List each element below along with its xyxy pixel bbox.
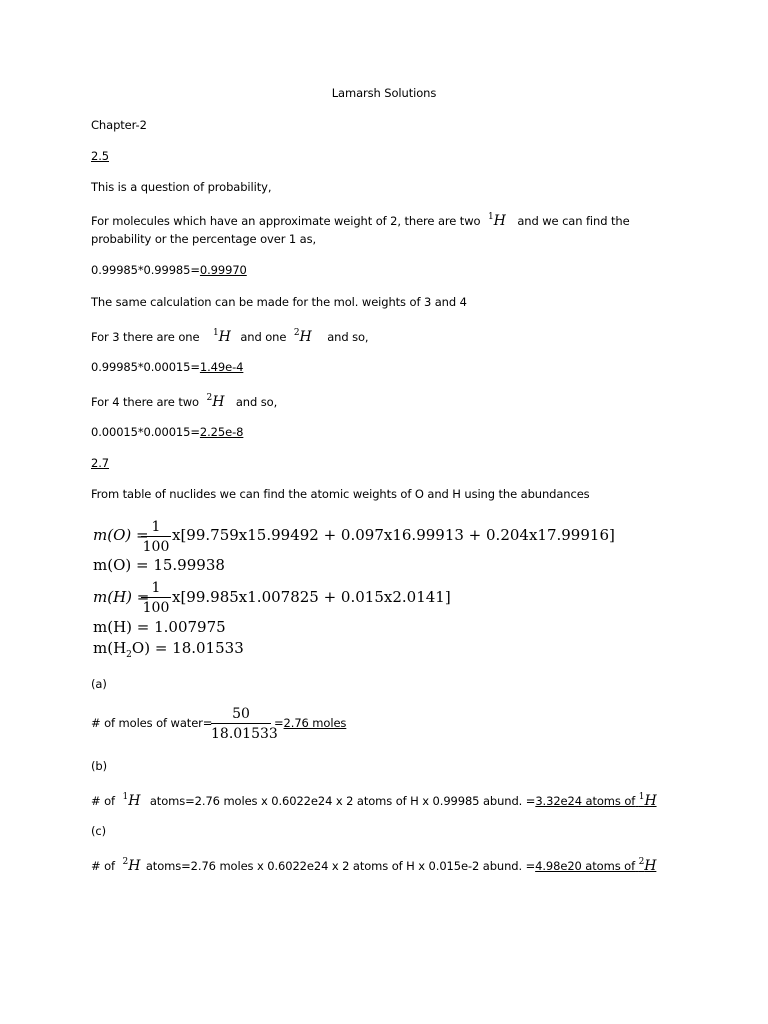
moles-result bbox=[274, 718, 346, 730]
fraction-denominator: 18.01533 bbox=[211, 726, 278, 742]
math-text: O) = 18.01533 bbox=[131, 639, 244, 657]
equals-sign: = bbox=[274, 716, 284, 730]
isotope-mass-number: 1 bbox=[638, 792, 645, 802]
text-span: and one bbox=[240, 330, 287, 344]
isotope-mass-number: 2 bbox=[206, 393, 213, 403]
answer-line-c bbox=[91, 859, 656, 873]
text-span: atoms=2.76 moles x 0.6022e24 x 2 atoms of H x 0.99985 abund. = bbox=[149, 794, 536, 808]
text-span: For molecules which have an approximate weight of 2, there are two bbox=[91, 214, 481, 228]
calc-expression: 0.00015*0.00015= bbox=[91, 425, 200, 439]
paragraph bbox=[91, 330, 368, 344]
calculation bbox=[91, 427, 243, 439]
result-text: 3.32e24 atoms of bbox=[535, 794, 636, 808]
hydrogen-symbol: H bbox=[218, 329, 231, 345]
math-text: m(H) = bbox=[93, 588, 150, 606]
text-span: and so, bbox=[235, 395, 278, 409]
part-label-a: (a) bbox=[91, 677, 107, 691]
hydrogen-symbol: H bbox=[128, 793, 141, 809]
text-span: and we can find the bbox=[517, 214, 630, 228]
equation: m(H) = 1.007975 bbox=[93, 618, 226, 636]
calc-result: 1.49e-4 bbox=[199, 360, 244, 374]
fraction-numerator: 1 bbox=[151, 580, 161, 596]
calc-result bbox=[535, 859, 656, 873]
text-span: and so, bbox=[327, 330, 369, 344]
paragraph bbox=[91, 395, 277, 409]
result-text: 4.98e20 atoms of bbox=[535, 859, 636, 873]
section-heading-2-5: 2.5 bbox=[91, 149, 109, 163]
calc-expression: 0.99985*0.99985= bbox=[91, 263, 200, 277]
fraction bbox=[141, 581, 171, 615]
equation: m(O) = 15.99938 bbox=[93, 556, 225, 574]
fraction bbox=[141, 520, 171, 554]
subscript: 2 bbox=[126, 650, 132, 660]
isotope-mass-number: 1 bbox=[122, 792, 129, 802]
calc-result: 2.76 moles bbox=[283, 716, 347, 730]
hydrogen-symbol: H bbox=[128, 858, 141, 874]
text-span: # of bbox=[91, 859, 115, 873]
isotope-mass-number: 2 bbox=[638, 857, 645, 867]
calculation bbox=[91, 362, 243, 374]
calc-expression: 0.99985*0.00015= bbox=[91, 360, 200, 374]
math-text: m(H bbox=[93, 639, 127, 657]
text-span: atoms=2.76 moles x 0.6022e24 x 2 atoms of H x 0.015e-2 abund. = bbox=[145, 859, 536, 873]
chapter-heading: Chapter-2 bbox=[91, 118, 147, 132]
paragraph bbox=[91, 214, 630, 228]
fraction-numerator: 1 bbox=[151, 519, 161, 535]
equation-rhs: x[99.759x15.99492 + 0.097x16.99913 + 0.204x17.99916] bbox=[172, 526, 615, 544]
equation bbox=[93, 639, 244, 660]
hydrogen-symbol: H bbox=[644, 793, 657, 809]
math-text: m(O) = bbox=[93, 526, 149, 544]
isotope-mass-number: 2 bbox=[293, 328, 300, 338]
fraction-denominator: 100 bbox=[142, 539, 170, 555]
hydrogen-symbol: H bbox=[493, 213, 506, 229]
isotope-mass-number: 1 bbox=[488, 212, 494, 222]
answer-line-b bbox=[91, 794, 657, 808]
part-label-b: (b) bbox=[91, 759, 107, 773]
moles-fraction bbox=[211, 706, 278, 742]
calc-result: 0.99970 bbox=[199, 263, 247, 277]
moles-label: # of moles of water= bbox=[91, 716, 213, 730]
hydrogen-symbol: H bbox=[299, 329, 312, 345]
text-span: For 3 there are one bbox=[91, 330, 200, 344]
calc-result: 2.25e-8 bbox=[199, 425, 244, 439]
isotope-mass-number: 2 bbox=[122, 857, 129, 867]
text-span: For 4 there are two bbox=[91, 395, 199, 409]
paragraph: The same calculation can be made for the mol. weights of 3 and 4 bbox=[91, 295, 467, 309]
section-heading-2-7: 2.7 bbox=[91, 456, 109, 470]
calculation bbox=[91, 265, 247, 277]
hydrogen-symbol: H bbox=[644, 858, 657, 874]
text-span: # of bbox=[91, 794, 115, 808]
part-label-c: (c) bbox=[91, 824, 106, 838]
paragraph: From table of nuclides we can find the atomic weights of O and H using the abundances bbox=[91, 487, 590, 501]
fraction-denominator: 100 bbox=[142, 600, 170, 616]
hydrogen-symbol: H bbox=[212, 394, 225, 410]
fraction-numerator: 50 bbox=[232, 706, 250, 722]
page-title: Lamarsh Solutions bbox=[331, 86, 437, 100]
equation-rhs: x[99.985x1.007825 + 0.015x2.0141] bbox=[172, 588, 451, 606]
paragraph: This is a question of probability, bbox=[91, 180, 272, 194]
paragraph: probability or the percentage over 1 as, bbox=[91, 232, 317, 246]
calc-result bbox=[535, 794, 656, 808]
isotope-mass-number: 1 bbox=[213, 328, 219, 338]
